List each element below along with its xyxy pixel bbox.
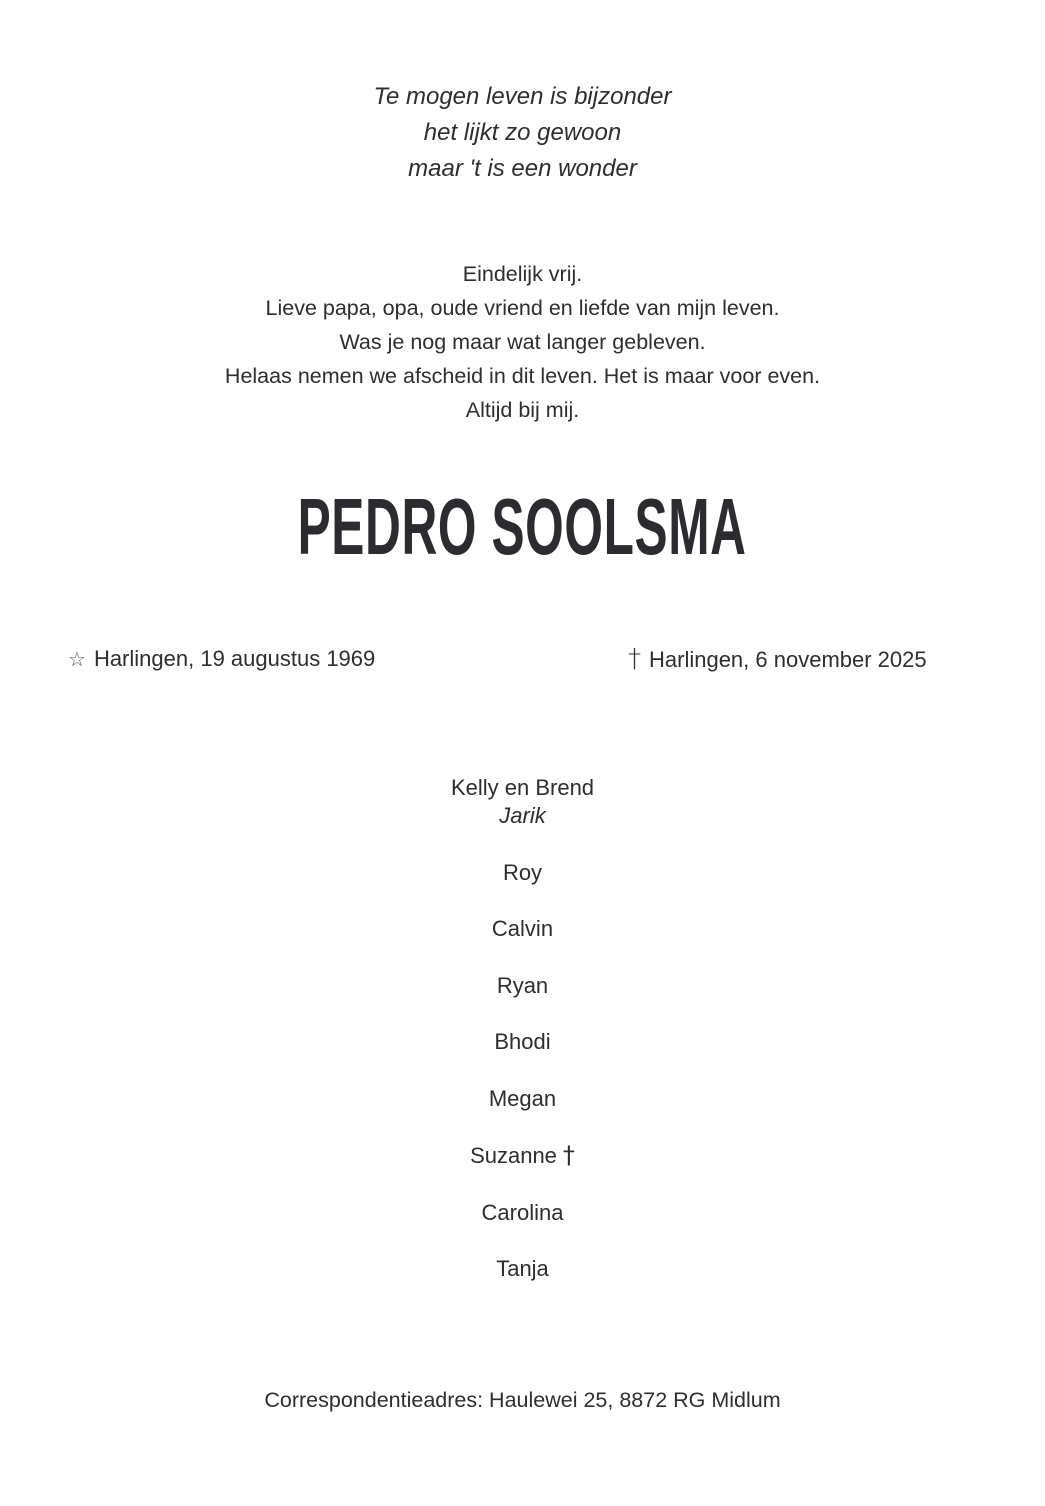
message-line: Helaas nemen we afscheid in dit leven. Het is maar voor even. [224,364,821,388]
message-line: Lieve papa, opa, oude vriend en liefde van mijn leven. [265,296,780,320]
family-list [0,774,1045,1283]
family-member: Carolina [481,1199,564,1225]
poem [0,79,1045,187]
birth-date-text: Harlingen, 19 augustus 1969 [93,646,376,671]
deceased-name: PEDRO SOOLSMA [297,482,747,571]
family-member-child: Jarik [499,803,546,828]
cross-icon: † [628,644,641,674]
birth-date [68,643,375,676]
correspondence-address: Correspondentieadres: Haulewei 25, 8872 RG Midlum [264,1388,781,1412]
deceased-name-block [0,482,1045,572]
poem-line: maar 't is een wonder [408,155,637,182]
message-line: Altijd bij mij. [465,398,580,422]
cross-icon: † [562,1141,575,1169]
poem-line: het lijkt zo gewoon [423,119,622,146]
family-member [0,1141,1045,1170]
farewell-message [0,257,1045,427]
star-icon: ☆ [68,649,86,671]
family-member: Bhodi [494,1029,551,1054]
family-member: Calvin [491,916,554,941]
message-line: Eindelijk vrij. [462,262,583,286]
death-date-text: Harlingen, 6 november 2025 [649,647,927,672]
family-member [0,774,1045,830]
family-member-name: Kelly en Brend [450,775,595,800]
message-line: Was je nog maar wat langer gebleven. [339,330,706,354]
death-date [628,643,927,676]
family-member: Ryan [496,972,549,998]
family-member: Megan [488,1085,557,1111]
family-member: Tanja [496,1256,549,1281]
poem-line: Te mogen leven is bijzonder [373,83,672,110]
family-member: Roy [502,859,543,885]
family-member-name: Suzanne [470,1143,557,1168]
